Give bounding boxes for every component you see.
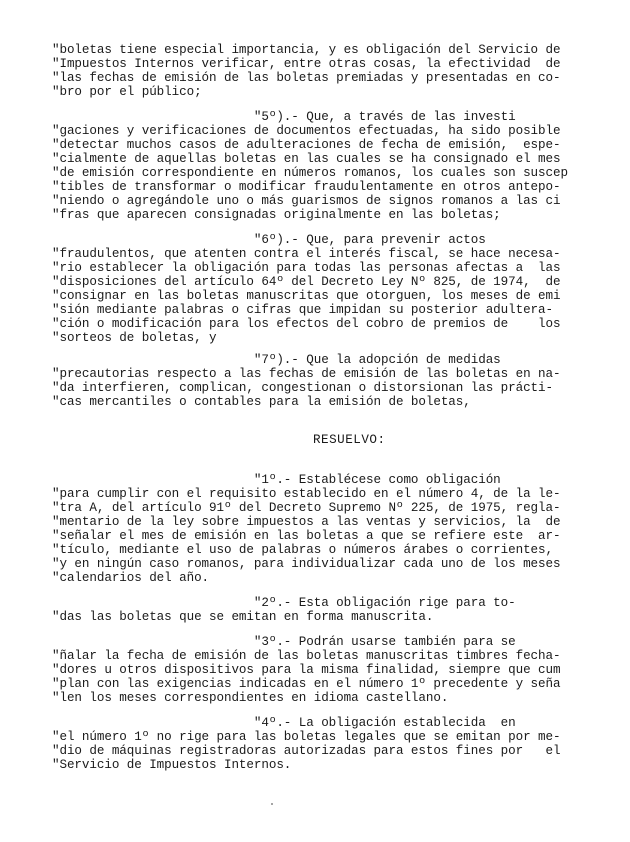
text-line: "tibles de transformar o modificar fraudulentamente en otros antepo- [52, 180, 561, 194]
scan-speck [271, 803, 273, 805]
text-line: "consignar en las boletas manuscritas que otorguen, los meses de emi [52, 289, 561, 303]
text-line: "niendo o agregándole uno o más guarismos de signos romanos a las ci [52, 194, 561, 208]
text-line: "gaciones y verificaciones de documentos efectuadas, ha sido posible [52, 124, 561, 138]
text-line: "boletas tiene especial importancia, y es obligación del Servicio de [52, 43, 561, 57]
text-line: "disposiciones del artículo 64º del Decreto Ley Nº 825, de 1974, de [52, 275, 561, 289]
text-line: "Impuestos Internos verificar, entre otras cosas, la efectividad de [52, 57, 561, 71]
text-line: "5º).- Que, a través de las investi [52, 110, 516, 124]
text-line: "ción o modificación para los efectos del cobro de premios de los [52, 317, 561, 331]
text-line: "las fechas de emisión de las boletas premiadas y presentadas en co- [52, 71, 561, 85]
text-line: "tra A, del artículo 91º del Decreto Supremo Nº 225, de 1975, regla- [52, 501, 561, 515]
text-line: "cialmente de aquellas boletas en las cuales se ha consignado el mes [52, 152, 561, 166]
text-line: "el número 1º no rige para las boletas legales que se emitan por me- [52, 730, 561, 744]
text-line: "6º).- Que, para prevenir actos [52, 233, 486, 247]
text-line: "3º.- Podrán usarse también para se [52, 635, 516, 649]
text-line: "señalar el mes de emisión en las boletas a que se refiere este ar- [52, 529, 561, 543]
text-line: "da interfieren, complican, congestionan o distorsionan las prácti- [52, 381, 553, 395]
text-line: "mentario de la ley sobre impuestos a las ventas y servicios, la de [52, 515, 561, 529]
resolution-heading: RESUELVO: [313, 433, 386, 447]
text-line: "fraudulentos, que atenten contra el interés fiscal, se hace necesa- [52, 247, 561, 261]
text-line: "para cumplir con el requisito establecido en el número 4, de la le- [52, 487, 561, 501]
text-line: "de emisión correspondiente en números romanos, los cuales son suscep [52, 166, 568, 180]
text-line: "fras que aparecen consignadas originalmente en las boletas; [52, 208, 501, 222]
text-line: "rio establecer la obligación para todas las personas afectas a las [52, 261, 561, 275]
text-line: "plan con las exigencias indicadas en el número 1º precedente y seña [52, 677, 561, 691]
text-line: "7º).- Que la adopción de medidas [52, 353, 501, 367]
text-line: "sorteos de boletas, y [52, 331, 217, 345]
text-line: "dio de máquinas registradoras autorizadas para estos fines por el [52, 744, 561, 758]
text-line: "das las boletas que se emitan en forma manuscrita. [52, 610, 434, 624]
text-line: "y en ningún caso romanos, para individualizar cada uno de los meses [52, 557, 561, 571]
text-line: "sión mediante palabras o cifras que impidan su posterior adultera- [52, 303, 553, 317]
text-line: "len los meses correspondientes en idioma castellano. [52, 691, 449, 705]
text-line: "2º.- Esta obligación rige para to- [52, 596, 516, 610]
text-line: "detectar muchos casos de adulteraciones de fecha de emisión, espe- [52, 138, 561, 152]
text-line: "calendarios del año. [52, 571, 210, 585]
text-line: "4º.- La obligación establecida en [52, 716, 516, 730]
text-line: "ñalar la fecha de emisión de las boletas manuscritas timbres fecha- [52, 649, 561, 663]
text-line: "cas mercantiles o contables para la emisión de boletas, [52, 395, 471, 409]
text-line: "Servicio de Impuestos Internos. [52, 758, 292, 772]
text-line: "1º.- Establécese como obligación [52, 473, 501, 487]
text-line: "tículo, mediante el uso de palabras o números árabes o corrientes, [52, 543, 553, 557]
text-line: "bro por el público; [52, 85, 202, 99]
text-line: "dores u otros dispositivos para la misma finalidad, siempre que cum [52, 663, 561, 677]
text-line: "precautorias respecto a las fechas de emisión de las boletas en na- [52, 367, 561, 381]
